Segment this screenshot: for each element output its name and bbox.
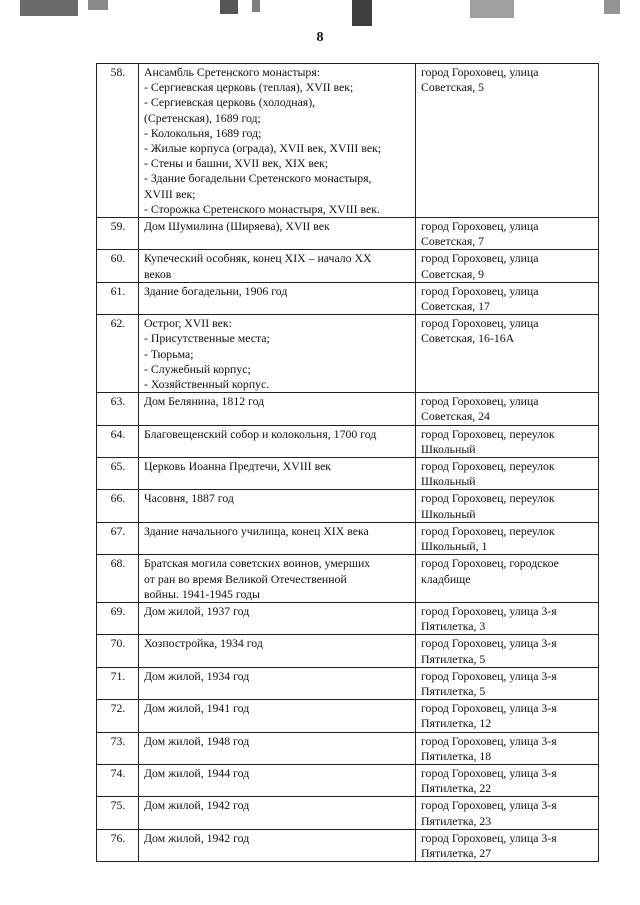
row-number: 69. xyxy=(97,602,139,634)
address-cell xyxy=(416,315,599,393)
object-name-cell xyxy=(139,700,416,732)
address-line: Пятилетка, 3 xyxy=(421,619,486,634)
object-name-line: Здание богадельни, 1906 год xyxy=(144,283,288,298)
object-name-line: - Колокольня, 1689 год; xyxy=(144,125,262,140)
object-name-line: Дом Белянина, 1812 год xyxy=(144,394,265,409)
table-row xyxy=(97,425,599,457)
address-line: город Гороховец, переулок xyxy=(421,459,555,474)
row-number: 59. xyxy=(97,218,139,250)
address-line: город Гороховец, улица xyxy=(421,316,539,331)
object-name-line: Дом Шумилина (Ширяева), XVII век xyxy=(144,219,330,234)
address-cell xyxy=(416,555,599,603)
address-line: Пятилетка, 18 xyxy=(421,748,492,763)
table-row xyxy=(97,700,599,732)
object-name-cell xyxy=(139,250,416,282)
row-number: 71. xyxy=(97,667,139,699)
object-name-line: Благовещенский собор и колокольня, 1700 год xyxy=(144,426,377,441)
row-number: 63. xyxy=(97,393,139,425)
scan-artifact xyxy=(352,0,372,26)
scan-artifact xyxy=(220,0,238,14)
address-line: город Гороховец, улица 3-я xyxy=(421,668,557,683)
table-row xyxy=(97,602,599,634)
row-number: 67. xyxy=(97,522,139,554)
object-name-line: Дом жилой, 1934 год xyxy=(144,668,250,683)
address-line: город Гороховец, улица xyxy=(421,65,539,79)
address-line: город Гороховец, улица xyxy=(421,251,539,266)
address-line: город Гороховец, улица xyxy=(421,394,539,409)
address-line: город Гороховец, улица 3-я xyxy=(421,701,557,716)
address-line: город Гороховец, улица 3-я xyxy=(421,603,557,618)
object-name-cell xyxy=(139,522,416,554)
row-number: 72. xyxy=(97,700,139,732)
object-name-cell xyxy=(139,64,416,218)
address-line: Школьный xyxy=(421,441,476,456)
object-name-line: Дом жилой, 1941 год xyxy=(144,701,250,716)
object-name-line: Церковь Иоанна Предтечи, XVIII век xyxy=(144,459,332,474)
address-line: Пятилетка, 22 xyxy=(421,781,492,796)
table-row xyxy=(97,797,599,829)
address-line: город Гороховец, улица xyxy=(421,283,539,298)
table-row xyxy=(97,732,599,764)
object-name-cell xyxy=(139,393,416,425)
address-cell xyxy=(416,602,599,634)
address-line: Пятилетка, 5 xyxy=(421,651,486,666)
row-number: 64. xyxy=(97,425,139,457)
object-name-cell xyxy=(139,829,416,861)
object-name-line: Ансамбль Сретенского монастыря: xyxy=(144,65,321,79)
object-name-line: (Сретенская), 1689 год; xyxy=(144,110,261,125)
address-line: кладбище xyxy=(421,571,471,586)
address-cell xyxy=(416,829,599,861)
row-number: 75. xyxy=(97,797,139,829)
address-line: город Гороховец, городское xyxy=(421,556,559,571)
object-name-line: Дом жилой, 1944 год xyxy=(144,765,250,780)
object-name-line: Хозпостройка, 1934 год xyxy=(144,636,263,651)
object-name-line: от ран во время Великой Отечественной xyxy=(144,571,347,586)
heritage-objects-table xyxy=(96,63,599,862)
address-cell xyxy=(416,764,599,796)
object-name-cell xyxy=(139,667,416,699)
object-name-cell xyxy=(139,282,416,314)
address-line: город Гороховец, улица 3-я xyxy=(421,798,557,813)
table-row xyxy=(97,667,599,699)
address-line: Школьный, 1 xyxy=(421,539,488,554)
scan-artifact xyxy=(20,0,78,16)
address-cell xyxy=(416,522,599,554)
object-name-cell xyxy=(139,490,416,522)
address-line: Школьный xyxy=(421,474,476,489)
object-name-cell xyxy=(139,635,416,667)
object-name-cell xyxy=(139,458,416,490)
row-number: 74. xyxy=(97,764,139,796)
table-body xyxy=(97,64,599,862)
object-name-line: - Сергиевская церковь (теплая), XVII век; xyxy=(144,80,354,95)
table-row xyxy=(97,458,599,490)
address-line: город Гороховец, переулок xyxy=(421,523,555,538)
scan-artifact xyxy=(470,0,514,18)
address-line: город Гороховец, переулок xyxy=(421,426,555,441)
address-cell xyxy=(416,218,599,250)
table-row xyxy=(97,64,599,218)
row-number: 73. xyxy=(97,732,139,764)
row-number: 58. xyxy=(97,64,139,218)
object-name-line: - Сергиевская церковь (холодная), xyxy=(144,95,316,110)
object-name-line: - Стены и башни, XVII век, XIX век; xyxy=(144,156,329,171)
scan-artifact xyxy=(604,0,620,14)
address-line: Пятилетка, 12 xyxy=(421,716,492,731)
address-cell xyxy=(416,393,599,425)
object-name-line: - Служебный корпус; xyxy=(144,361,251,376)
address-cell xyxy=(416,250,599,282)
object-name-line: веков xyxy=(144,266,172,281)
object-name-line: Дом жилой, 1942 год xyxy=(144,830,250,845)
row-number: 68. xyxy=(97,555,139,603)
table-row xyxy=(97,555,599,603)
address-cell xyxy=(416,635,599,667)
address-line: Советская, 24 xyxy=(421,409,490,424)
row-number: 62. xyxy=(97,315,139,393)
address-line: Советская, 5 xyxy=(421,80,485,95)
address-line: город Гороховец, переулок xyxy=(421,491,555,506)
address-line: город Гороховец, улица 3-я xyxy=(421,733,557,748)
object-name-line: - Хозяйственный корпус. xyxy=(144,377,270,392)
page-number: 8 xyxy=(316,30,324,45)
table-row xyxy=(97,522,599,554)
address-line: город Гороховец, улица 3-я xyxy=(421,830,557,845)
address-cell xyxy=(416,425,599,457)
address-cell xyxy=(416,732,599,764)
address-line: Советская, 16-16А xyxy=(421,331,515,346)
address-line: Школьный xyxy=(421,506,476,521)
object-name-line: - Здание богадельни Сретенского монастыря, xyxy=(144,171,372,186)
address-line: город Гороховец, улица xyxy=(421,219,539,234)
object-name-cell xyxy=(139,555,416,603)
table-row xyxy=(97,315,599,393)
object-name-line: - Присутственные места; xyxy=(144,331,270,346)
object-name-line: Острог, XVII век: xyxy=(144,316,232,331)
table-row xyxy=(97,490,599,522)
object-name-cell xyxy=(139,732,416,764)
row-number: 66. xyxy=(97,490,139,522)
table-row xyxy=(97,250,599,282)
address-line: Советская, 17 xyxy=(421,299,490,314)
address-cell xyxy=(416,667,599,699)
table-row xyxy=(97,282,599,314)
address-line: Пятилетка, 23 xyxy=(421,813,492,828)
scan-artifact xyxy=(88,0,108,10)
object-name-line: войны. 1941-1945 годы xyxy=(144,586,260,601)
object-name-cell xyxy=(139,315,416,393)
object-name-cell xyxy=(139,797,416,829)
address-line: Пятилетка, 5 xyxy=(421,683,486,698)
object-name-line: - Жилые корпуса (ограда), XVII век, XVIII век; xyxy=(144,141,382,156)
row-number: 61. xyxy=(97,282,139,314)
object-name-cell xyxy=(139,425,416,457)
address-cell xyxy=(416,282,599,314)
address-line: город Гороховец, улица 3-я xyxy=(421,636,557,651)
address-line: Советская, 9 xyxy=(421,266,485,281)
address-line: Пятилетка, 27 xyxy=(421,845,492,860)
row-number: 76. xyxy=(97,829,139,861)
object-name-cell xyxy=(139,764,416,796)
object-name-line: Дом жилой, 1942 год xyxy=(144,798,250,813)
address-line: Советская, 7 xyxy=(421,234,485,249)
object-name-line: XVIII век; xyxy=(144,186,196,201)
address-cell xyxy=(416,64,599,218)
object-name-line: Часовня, 1887 год xyxy=(144,491,234,506)
object-name-line: Дом жилой, 1948 год xyxy=(144,733,250,748)
table-row xyxy=(97,393,599,425)
object-name-line: Купеческий особняк, конец XIX – начало XX xyxy=(144,251,372,266)
table-row xyxy=(97,829,599,861)
object-name-line: Здание начального училища, конец XIX века xyxy=(144,523,369,538)
table-row xyxy=(97,764,599,796)
row-number: 65. xyxy=(97,458,139,490)
address-cell xyxy=(416,700,599,732)
object-name-line: - Сторожка Сретенского монастыря, XVIII век. xyxy=(144,201,380,216)
object-name-line: - Тюрьма; xyxy=(144,346,194,361)
row-number: 70. xyxy=(97,635,139,667)
address-cell xyxy=(416,458,599,490)
object-name-cell xyxy=(139,602,416,634)
table-row xyxy=(97,218,599,250)
object-name-line: Братская могила советских воинов, умерших xyxy=(144,556,371,571)
address-line: город Гороховец, улица 3-я xyxy=(421,765,557,780)
address-cell xyxy=(416,797,599,829)
scan-artifact xyxy=(252,0,260,12)
table-row xyxy=(97,635,599,667)
object-name-cell xyxy=(139,218,416,250)
object-name-line: Дом жилой, 1937 год xyxy=(144,603,250,618)
row-number: 60. xyxy=(97,250,139,282)
address-cell xyxy=(416,490,599,522)
